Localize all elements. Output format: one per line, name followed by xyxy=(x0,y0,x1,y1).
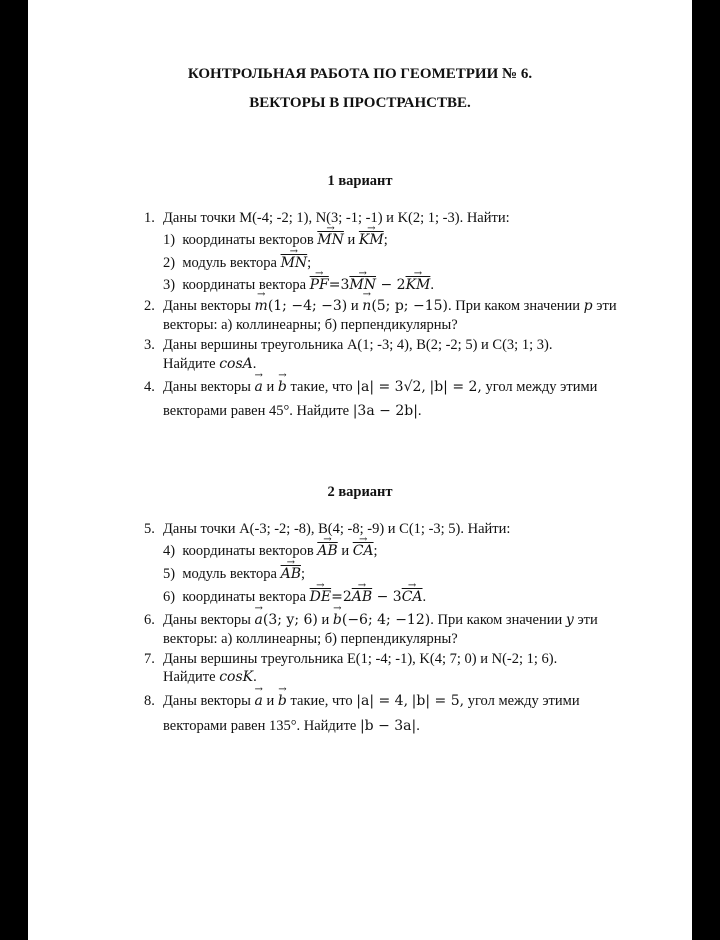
vector-ab: $\overline{AB}$ → xyxy=(352,589,372,605)
vector-km: $\overline{KM}$ → xyxy=(406,277,431,293)
problem-4-number: 4. xyxy=(144,379,155,395)
problem-3-number: 3. xyxy=(144,337,155,353)
vector-b: b → xyxy=(278,379,287,395)
vector-ab: $\overline{AB}$ → xyxy=(281,566,301,582)
problem-2-text-line-2: векторы: а) коллинеарны; б) перпендикулярны? xyxy=(163,317,458,333)
problem-7-text: Даны вершины треугольника E(1; -4; -1), K(4; 7; 0) и N(-2; 1; 6). xyxy=(163,651,558,667)
problem-5-number: 5. xyxy=(144,521,155,537)
vector-m: m → xyxy=(255,298,268,314)
vector-de: $\overline{DE}$ → xyxy=(310,589,331,605)
vector-a: a → xyxy=(255,693,263,709)
problem-8-number: 8. xyxy=(144,693,155,709)
problem-4-text-line-2: векторами равен 45°. Найдите |3a − 2b|. xyxy=(163,403,422,419)
problem-6-number: 6. xyxy=(144,612,155,628)
problem-1-text: Даны точки M(-4; -2; 1), N(3; -1; -1) и K(2; 1; -3). Найти: xyxy=(163,210,510,226)
vector-mn: $\overline{MN}$ → xyxy=(281,255,308,271)
problem-8-text: Даны векторы a → и b → такие, что |a| = 4, |b| = 5, угол между этими xyxy=(163,693,580,710)
vector-mn: $\overline{MN}$ → xyxy=(349,277,376,293)
problem-5-sub-2: 5) модуль вектора $\overline{AB}$ →; xyxy=(163,566,305,583)
problem-1-sub-3: 3) координаты вектора $\overline{PF} \to=3\overline{MN}$ → − $2\overline{KM}$ →. xyxy=(163,277,434,294)
vector-ca: $\overline{CA}$ → xyxy=(353,543,374,559)
problem-7-number: 7. xyxy=(144,651,155,667)
page-title: КОНТРОЛЬНАЯ РАБОТА ПО ГЕОМЕТРИИ № 6. xyxy=(187,66,533,82)
vector-a: a → xyxy=(255,612,263,628)
problem-6-text: Даны векторы a →(3; y; 6) и b →(−6; 4; −12). При каком значении y эти xyxy=(163,612,598,629)
problem-5-sub-1: 4) координаты векторов $\overline{AB} \to и$ $\overline{CA}$ →; xyxy=(163,543,378,560)
problem-2-text: Даны векторы m →(1; −4; −3) и n →(5; p; −15). При каком значении p эти xyxy=(163,298,617,315)
variant-1-heading: 1 вариант xyxy=(327,173,393,189)
problem-8-text-line-2: векторами равен 135°. Найдите |b − 3a|. xyxy=(163,718,420,734)
variant-2-heading: 2 вариант xyxy=(327,484,393,500)
vector-km: $\overline{KM}$ → xyxy=(359,232,384,248)
problem-3-text: Даны вершины треугольника A(1; -3; 4), B(2; -2; 5) и C(3; 1; 3). xyxy=(163,337,553,353)
vector-b: b → xyxy=(333,612,342,628)
problem-1-sub-2: 2) модуль вектора $\overline{MN}$ →; xyxy=(163,255,311,272)
problem-7-find: Найдите cosK. xyxy=(163,669,257,685)
vector-mn: $\overline{MN}$ → xyxy=(317,232,344,248)
vector-ca: $\overline{CA}$ → xyxy=(402,589,423,605)
problem-1-sub-1: 1) координаты векторов $\overline{MN} \to и$ $\overline{KM}$ →; xyxy=(163,232,388,249)
problem-6-text-line-2: векторы: а) коллинеарны; б) перпендикулярны? xyxy=(163,631,458,647)
vector-ab: $\overline{AB}$ → xyxy=(317,543,337,559)
problem-1-number: 1. xyxy=(144,210,155,226)
page-subtitle: ВЕКТОРЫ В ПРОСТРАНСТВЕ. xyxy=(249,95,471,111)
problem-4-text: Даны векторы a → и b → такие, что |a| = 3√2, |b| = 2, угол между этими xyxy=(163,379,597,396)
problem-5-sub-3: 6) координаты вектора $\overline{DE} \to=2\overline{AB}$ → − $3\overline{CA}$ →. xyxy=(163,589,426,606)
expression-3a-minus-2b: |3a − 2b| xyxy=(352,403,418,419)
vector-n: n → xyxy=(362,298,371,314)
expression-b-minus-3a: |b − 3a| xyxy=(359,718,417,734)
problem-2-number: 2. xyxy=(144,298,155,314)
vector-a: a → xyxy=(255,379,263,395)
problem-3-find: Найдите cosA. xyxy=(163,356,257,372)
vector-pf: $\overline{PF}$ → xyxy=(310,277,329,293)
problem-5-text: Даны точки A(-3; -2; -8), B(4; -8; -9) и C(1; -3; 5). Найти: xyxy=(163,521,511,537)
vector-b: b → xyxy=(278,693,287,709)
document-page xyxy=(28,0,692,940)
